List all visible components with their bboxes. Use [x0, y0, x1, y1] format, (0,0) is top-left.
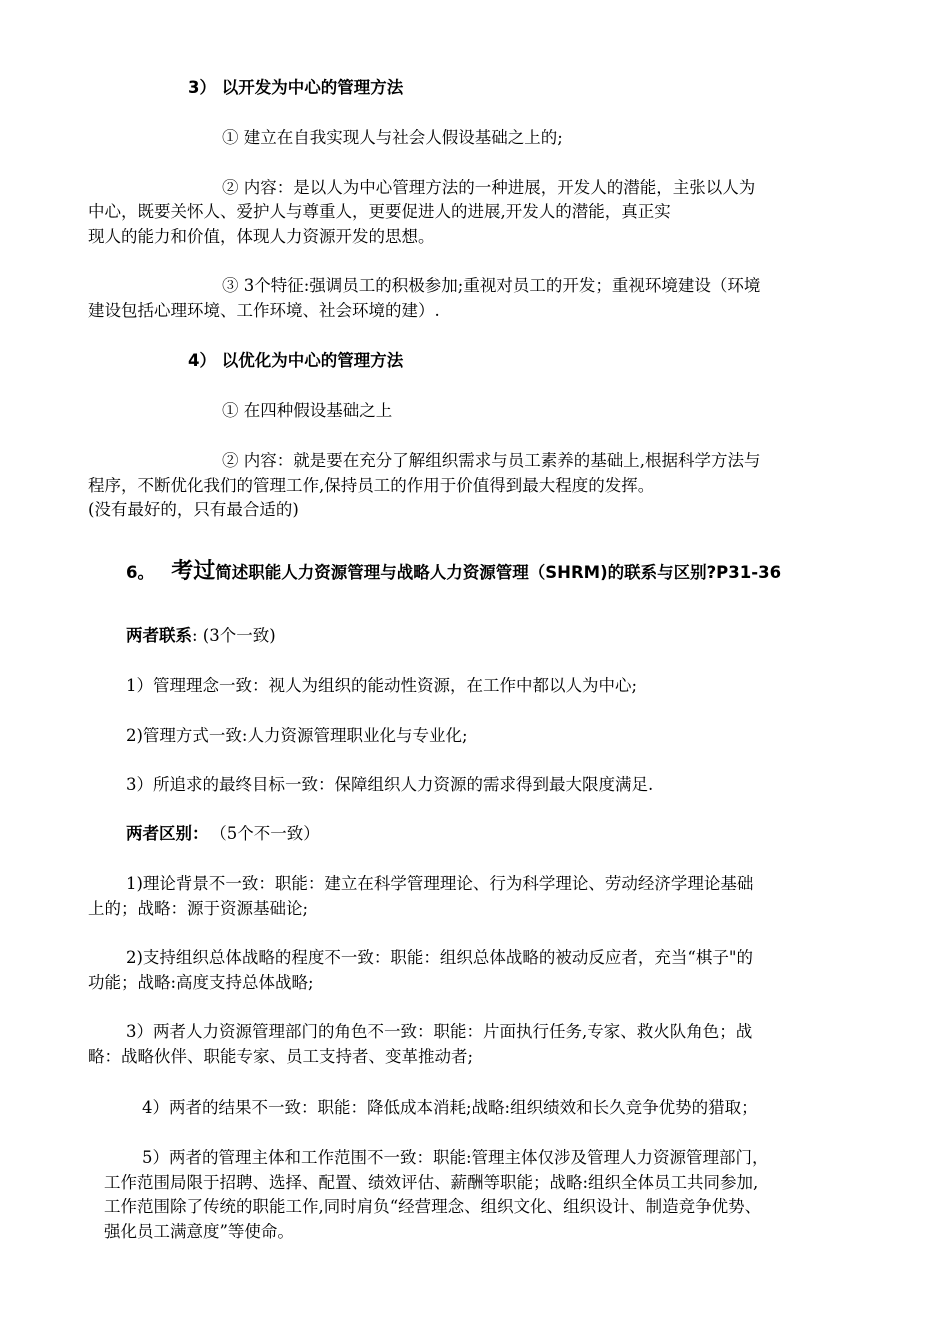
section-4-item-1: ① 在四种假设基础之上	[222, 401, 393, 420]
link-point-1: 1）管理理念一致：视人为组织的能动性资源，在工作中都以人为中心;	[126, 676, 638, 695]
section-3-item-2-line-3: 现人的能力和价值，体现人力资源开发的思想。	[88, 227, 435, 246]
section-3-heading: 3） 以开发为中心的管理方法	[188, 78, 404, 97]
diff-1-line-1: 1)理论背景不一致：职能：建立在科学管理理论、行为科学理论、劳动经济学理论基础	[126, 874, 754, 893]
diff-5-line-3: 工作范围除了传统的职能工作,同时肩负“经营理念、组织文化、组织设计、制造竞争优势、	[104, 1197, 762, 1216]
diff-2-line-1: 2)支持组织总体战略的程度不一致：职能：组织总体战略的被动反应者，充当“棋子"的	[126, 948, 753, 967]
diffs-note: （5个不一致）	[218, 824, 320, 843]
section-3-item-1: ① 建立在自我实现人与社会人假设基础之上的;	[222, 128, 563, 147]
section-4-heading: 4） 以优化为中心的管理方法	[188, 351, 404, 370]
section-4-item-2-line-2: 程序，不断优化我们的管理工作,保持员工的作用于价值得到最大程度的发挥。	[88, 476, 655, 495]
section-3-item-2-line-1: ② 内容：是以人为中心管理方法的一种进展，开发人的潜能，主张以人为	[222, 178, 756, 197]
section-3-item-3-line-2: 建设包括心理环境、工作环境、社会环境的建）.	[88, 301, 440, 320]
exam-tag: 考过	[171, 559, 216, 584]
diff-1-line-2: 上的；战略：源于资源基础论;	[88, 899, 309, 918]
diff-5-line-2: 工作范围局限于招聘、选择、配置、绩效评估、薪酬等职能；战略:组织全体员工共同参加,	[104, 1173, 759, 1192]
section-4-item-2-line-1: ② 内容：就是要在充分了解组织需求与员工素养的基础上,根据科学方法与	[222, 451, 761, 470]
diff-2-line-2: 功能；战略:高度支持总体战略;	[88, 973, 314, 992]
links-label: 两者联系	[126, 626, 192, 645]
diffs-label: 两者区别：	[126, 824, 209, 843]
diff-3-line-1: 3）两者人力资源管理部门的角色不一致：职能：片面执行任务,专家、救火队角色；战	[126, 1022, 753, 1041]
question-6-heading	[126, 560, 781, 585]
diff-4: 4）两者的结果不一致：职能：降低成本消耗;战略:组织绩效和长久竞争优势的猎取；	[142, 1098, 758, 1117]
diff-5-line-4: 强化员工满意度”等使命。	[104, 1222, 294, 1241]
section-4-item-2-line-3: (没有最好的，只有最合适的)	[88, 500, 299, 519]
question-title: 简述职能人力资源管理与战略人力资源管理（SHRM)的联系与区别?P31-36	[215, 563, 782, 582]
links-heading	[126, 624, 276, 648]
diff-3-line-2: 略：战略伙伴、职能专家、员工支持者、变革推动者;	[88, 1047, 474, 1066]
question-number: 6。	[126, 563, 154, 582]
link-point-2: 2)管理方式一致:人力资源管理职业化与专业化;	[126, 726, 468, 745]
diff-5-line-1: 5）两者的管理主体和工作范围不一致：职能:管理主体仅涉及管理人力资源管理部门，	[142, 1148, 769, 1167]
links-note: : (3个一致)	[192, 626, 276, 645]
section-3-item-3-line-1: ③ 3个特征:强调员工的积极参加;重视对员工的开发；重视环境建设（环境	[222, 276, 761, 295]
diffs-heading	[126, 822, 320, 846]
link-point-3: 3）所追求的最终目标一致：保障组织人力资源的需求得到最大限度满足.	[126, 775, 654, 794]
section-3-item-2-line-2: 中心，既要关怀人、爱护人与尊重人，更要促进人的进展,开发人的潜能，真正实	[88, 202, 671, 221]
